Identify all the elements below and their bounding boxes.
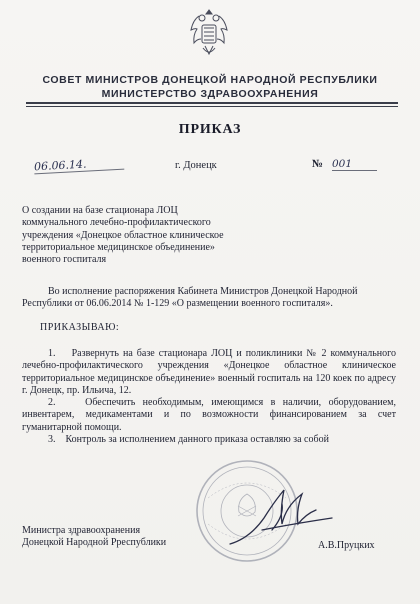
order-items bbox=[22, 348, 396, 446]
subject-line: военного госпиталя bbox=[22, 254, 107, 266]
position-line: Донецкой Народной Рреспублики bbox=[22, 537, 167, 549]
number-label: № bbox=[312, 158, 324, 170]
order-subject bbox=[22, 205, 258, 266]
preamble bbox=[22, 286, 394, 311]
header-divider-thick bbox=[26, 102, 398, 104]
preamble-line: Республики от 06.06.2014 № 1-129 «О размещении военного госпиталя». bbox=[22, 298, 333, 310]
document-title: ПРИКАЗ bbox=[178, 122, 242, 137]
ministry-name: МИНИСТЕРСТВО ЗДРАВООХРАНЕНИЯ bbox=[101, 88, 319, 100]
subject-line: территориальное медицинское объединение» bbox=[22, 241, 215, 253]
city: г. Донецк bbox=[175, 160, 217, 171]
subject-line: коммунального лечебно-профилактического bbox=[22, 217, 211, 229]
header-divider-thin bbox=[26, 106, 398, 107]
preamble-line: Во исполнение распоряжения Кабинета Министров Донецкой Народной bbox=[48, 286, 358, 297]
order-keyword: ПРИКАЗЫВАЮ: bbox=[40, 322, 120, 333]
subject-line: учреждения «Донецкое областное клиническое bbox=[22, 229, 224, 241]
subject-line: О создании на базе стационара ЛОЦ bbox=[22, 205, 178, 216]
order-item-1: 1. Развернуть на базе стационара ЛОЦ и поликлиники № 2 коммунального лечебно-профилактического учреждения «Донецкое областное клиническое территориальное медицинское объединение» военный госпиталь на 120 коек по адресу г. Донецк, пр. Ильича, 12. bbox=[22, 348, 396, 396]
signatory-name: А.В.Пруцких bbox=[318, 540, 375, 551]
handwritten-date: 06.06.14. bbox=[34, 156, 125, 175]
order-item-3: 3. Контроль за исполнением данного приказа оставляю за собой bbox=[48, 434, 329, 446]
position-line: Министра здравоохранения bbox=[22, 525, 141, 536]
signatory-position bbox=[22, 525, 222, 550]
organization-name: СОВЕТ МИНИСТРОВ ДОНЕЦКОЙ НАРОДНОЙ РЕСПУБЛИКИ bbox=[42, 74, 378, 86]
order-item-2: 2. Обеспечить необходимым, имеющимся в наличии, оборудованием, инвентарем, медикаментами и по возможности финансированием за счет гуманитарной помощи. bbox=[22, 397, 396, 433]
handwritten-number: 001 bbox=[332, 158, 377, 171]
coat-of-arms-icon bbox=[187, 6, 231, 60]
